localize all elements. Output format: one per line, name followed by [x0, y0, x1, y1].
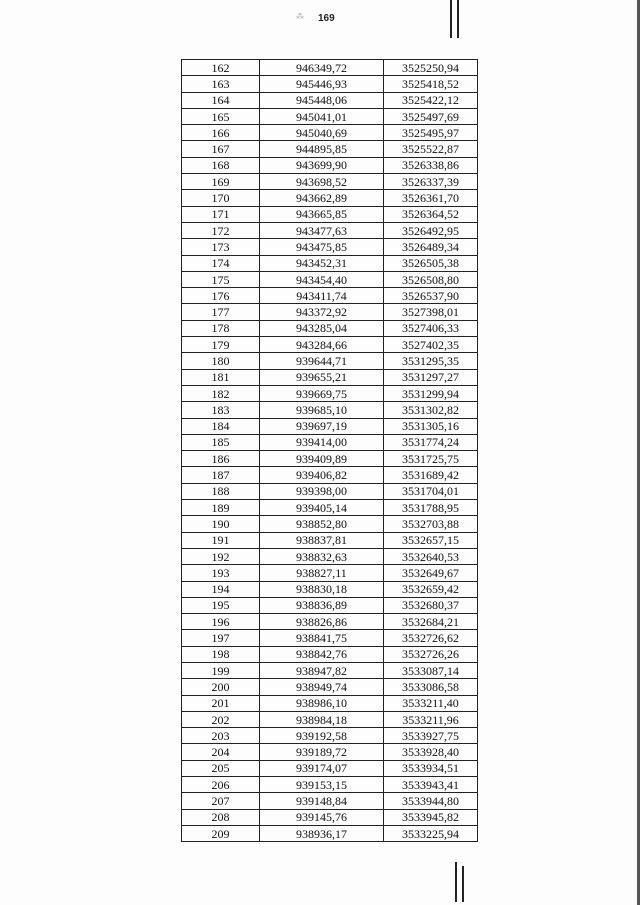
y-coordinate-cell: 3526492,95	[384, 222, 478, 238]
y-coordinate-cell: 3532726,62	[384, 630, 478, 646]
point-number-cell: 163	[182, 76, 260, 92]
table-row	[182, 369, 478, 385]
table-row	[182, 60, 478, 76]
x-coordinate-cell: 943454,40	[260, 271, 384, 287]
point-number-cell: 183	[182, 402, 260, 418]
x-coordinate-cell: 938947,82	[260, 662, 384, 678]
y-coordinate-cell: 3532657,15	[384, 532, 478, 548]
y-coordinate-cell: 3532659,42	[384, 581, 478, 597]
x-coordinate-cell: 945448,06	[260, 92, 384, 108]
y-coordinate-cell: 3532680,37	[384, 597, 478, 613]
point-number-cell: 174	[182, 255, 260, 271]
point-number-cell: 165	[182, 108, 260, 124]
table-row	[182, 402, 478, 418]
y-coordinate-cell: 3531305,16	[384, 418, 478, 434]
y-coordinate-cell: 3531295,35	[384, 353, 478, 369]
y-coordinate-cell: 3531704,01	[384, 483, 478, 499]
table-row	[182, 532, 478, 548]
point-number-cell: 168	[182, 157, 260, 173]
x-coordinate-cell: 939405,14	[260, 500, 384, 516]
table-row	[182, 288, 478, 304]
point-number-cell: 193	[182, 565, 260, 581]
y-coordinate-cell: 3533934,51	[384, 760, 478, 776]
x-coordinate-cell: 943662,89	[260, 190, 384, 206]
table-row	[182, 581, 478, 597]
table-row	[182, 190, 478, 206]
scan-mark: ⁂	[296, 12, 304, 21]
coordinates-table	[181, 59, 478, 842]
y-coordinate-cell: 3525522,87	[384, 141, 478, 157]
table-row	[182, 353, 478, 369]
point-number-cell: 177	[182, 304, 260, 320]
point-number-cell: 186	[182, 451, 260, 467]
point-number-cell: 191	[182, 532, 260, 548]
binding-mark-top-left	[450, 0, 452, 38]
point-number-cell: 197	[182, 630, 260, 646]
table-row	[182, 548, 478, 564]
table-row	[182, 777, 478, 793]
y-coordinate-cell: 3526361,70	[384, 190, 478, 206]
x-coordinate-cell: 939192,58	[260, 728, 384, 744]
point-number-cell: 206	[182, 777, 260, 793]
table-row	[182, 108, 478, 124]
point-number-cell: 198	[182, 646, 260, 662]
table-row	[182, 239, 478, 255]
x-coordinate-cell: 938842,76	[260, 646, 384, 662]
x-coordinate-cell: 943475,85	[260, 239, 384, 255]
table-row	[182, 141, 478, 157]
y-coordinate-cell: 3533944,80	[384, 793, 478, 809]
table-row	[182, 597, 478, 613]
point-number-cell: 171	[182, 206, 260, 222]
point-number-cell: 207	[182, 793, 260, 809]
x-coordinate-cell: 938827,11	[260, 565, 384, 581]
point-number-cell: 203	[182, 728, 260, 744]
y-coordinate-cell: 3527398,01	[384, 304, 478, 320]
y-coordinate-cell: 3533927,75	[384, 728, 478, 744]
point-number-cell: 209	[182, 825, 260, 841]
x-coordinate-cell: 938949,74	[260, 679, 384, 695]
y-coordinate-cell: 3531788,95	[384, 500, 478, 516]
table-row	[182, 92, 478, 108]
point-number-cell: 200	[182, 679, 260, 695]
table-row	[182, 337, 478, 353]
y-coordinate-cell: 3531725,75	[384, 451, 478, 467]
table-row	[182, 516, 478, 532]
x-coordinate-cell: 943477,63	[260, 222, 384, 238]
page-number: 169	[318, 13, 335, 24]
point-number-cell: 189	[182, 500, 260, 516]
y-coordinate-cell: 3531689,42	[384, 467, 478, 483]
point-number-cell: 201	[182, 695, 260, 711]
point-number-cell: 194	[182, 581, 260, 597]
point-number-cell: 192	[182, 548, 260, 564]
y-coordinate-cell: 3531299,94	[384, 385, 478, 401]
table-row	[182, 418, 478, 434]
x-coordinate-cell: 939189,72	[260, 744, 384, 760]
point-number-cell: 202	[182, 711, 260, 727]
y-coordinate-cell: 3532640,53	[384, 548, 478, 564]
point-number-cell: 181	[182, 369, 260, 385]
x-coordinate-cell: 943372,92	[260, 304, 384, 320]
x-coordinate-cell: 943452,31	[260, 255, 384, 271]
table-row	[182, 76, 478, 92]
table-row	[182, 793, 478, 809]
x-coordinate-cell: 939398,00	[260, 483, 384, 499]
table-row	[182, 695, 478, 711]
table-row	[182, 174, 478, 190]
x-coordinate-cell: 939174,07	[260, 760, 384, 776]
y-coordinate-cell: 3527402,35	[384, 337, 478, 353]
table-row	[182, 304, 478, 320]
point-number-cell: 195	[182, 597, 260, 613]
y-coordinate-cell: 3525497,69	[384, 108, 478, 124]
y-coordinate-cell: 3526338,86	[384, 157, 478, 173]
x-coordinate-cell: 943699,90	[260, 157, 384, 173]
table-row	[182, 483, 478, 499]
binding-mark-top-right	[457, 0, 459, 38]
table-row	[182, 157, 478, 173]
y-coordinate-cell: 3532684,21	[384, 614, 478, 630]
x-coordinate-cell: 946349,72	[260, 60, 384, 76]
table-row	[182, 255, 478, 271]
x-coordinate-cell: 939406,82	[260, 467, 384, 483]
x-coordinate-cell: 944895,85	[260, 141, 384, 157]
table-row	[182, 222, 478, 238]
point-number-cell: 170	[182, 190, 260, 206]
y-coordinate-cell: 3526337,39	[384, 174, 478, 190]
x-coordinate-cell: 939669,75	[260, 385, 384, 401]
x-coordinate-cell: 939655,21	[260, 369, 384, 385]
table-row	[182, 565, 478, 581]
point-number-cell: 184	[182, 418, 260, 434]
x-coordinate-cell: 939145,76	[260, 809, 384, 825]
table-row	[182, 711, 478, 727]
point-number-cell: 166	[182, 125, 260, 141]
table-row	[182, 320, 478, 336]
point-number-cell: 179	[182, 337, 260, 353]
table-row	[182, 467, 478, 483]
x-coordinate-cell: 938830,18	[260, 581, 384, 597]
table-row	[182, 679, 478, 695]
point-number-cell: 190	[182, 516, 260, 532]
table-row	[182, 630, 478, 646]
x-coordinate-cell: 938837,81	[260, 532, 384, 548]
y-coordinate-cell: 3526364,52	[384, 206, 478, 222]
table-row	[182, 125, 478, 141]
y-coordinate-cell: 3525495,97	[384, 125, 478, 141]
point-number-cell: 172	[182, 222, 260, 238]
x-coordinate-cell: 939414,00	[260, 434, 384, 450]
x-coordinate-cell: 938936,17	[260, 825, 384, 841]
table-row	[182, 809, 478, 825]
y-coordinate-cell: 3525418,52	[384, 76, 478, 92]
x-coordinate-cell: 938986,10	[260, 695, 384, 711]
point-number-cell: 162	[182, 60, 260, 76]
x-coordinate-cell: 943698,52	[260, 174, 384, 190]
table-row	[182, 206, 478, 222]
x-coordinate-cell: 939685,10	[260, 402, 384, 418]
y-coordinate-cell: 3533211,40	[384, 695, 478, 711]
x-coordinate-cell: 939148,84	[260, 793, 384, 809]
x-coordinate-cell: 945041,01	[260, 108, 384, 124]
x-coordinate-cell: 943411,74	[260, 288, 384, 304]
y-coordinate-cell: 3533211,96	[384, 711, 478, 727]
table-row	[182, 271, 478, 287]
x-coordinate-cell: 943665,85	[260, 206, 384, 222]
point-number-cell: 185	[182, 434, 260, 450]
point-number-cell: 164	[182, 92, 260, 108]
point-number-cell: 176	[182, 288, 260, 304]
point-number-cell: 204	[182, 744, 260, 760]
point-number-cell: 196	[182, 614, 260, 630]
table-row	[182, 728, 478, 744]
x-coordinate-cell: 945040,69	[260, 125, 384, 141]
y-coordinate-cell: 3533945,82	[384, 809, 478, 825]
point-number-cell: 188	[182, 483, 260, 499]
table-row	[182, 662, 478, 678]
coordinates-table-body	[182, 60, 478, 842]
y-coordinate-cell: 3525422,12	[384, 92, 478, 108]
x-coordinate-cell: 938826,86	[260, 614, 384, 630]
x-coordinate-cell: 938832,63	[260, 548, 384, 564]
x-coordinate-cell: 943285,04	[260, 320, 384, 336]
x-coordinate-cell: 939153,15	[260, 777, 384, 793]
y-coordinate-cell: 3531774,24	[384, 434, 478, 450]
point-number-cell: 178	[182, 320, 260, 336]
table-row	[182, 500, 478, 516]
x-coordinate-cell: 943284,66	[260, 337, 384, 353]
y-coordinate-cell: 3531297,27	[384, 369, 478, 385]
y-coordinate-cell: 3532703,88	[384, 516, 478, 532]
table-row	[182, 760, 478, 776]
table-row	[182, 744, 478, 760]
x-coordinate-cell: 939644,71	[260, 353, 384, 369]
x-coordinate-cell: 938836,89	[260, 597, 384, 613]
x-coordinate-cell: 938852,80	[260, 516, 384, 532]
x-coordinate-cell: 939697,19	[260, 418, 384, 434]
point-number-cell: 167	[182, 141, 260, 157]
y-coordinate-cell: 3531302,82	[384, 402, 478, 418]
table-row	[182, 825, 478, 841]
binding-mark-bottom-right	[462, 866, 464, 902]
table-row	[182, 385, 478, 401]
y-coordinate-cell: 3533225,94	[384, 825, 478, 841]
table-row	[182, 434, 478, 450]
point-number-cell: 175	[182, 271, 260, 287]
y-coordinate-cell: 3533087,14	[384, 662, 478, 678]
point-number-cell: 187	[182, 467, 260, 483]
y-coordinate-cell: 3526508,80	[384, 271, 478, 287]
table-row	[182, 614, 478, 630]
y-coordinate-cell: 3532726,26	[384, 646, 478, 662]
binding-mark-bottom-left	[455, 862, 457, 902]
y-coordinate-cell: 3533086,58	[384, 679, 478, 695]
x-coordinate-cell: 945446,93	[260, 76, 384, 92]
table-row	[182, 646, 478, 662]
y-coordinate-cell: 3526537,90	[384, 288, 478, 304]
point-number-cell: 169	[182, 174, 260, 190]
x-coordinate-cell: 938841,75	[260, 630, 384, 646]
x-coordinate-cell: 938984,18	[260, 711, 384, 727]
table-row	[182, 451, 478, 467]
y-coordinate-cell: 3527406,33	[384, 320, 478, 336]
point-number-cell: 182	[182, 385, 260, 401]
y-coordinate-cell: 3526489,34	[384, 239, 478, 255]
point-number-cell: 208	[182, 809, 260, 825]
y-coordinate-cell: 3526505,38	[384, 255, 478, 271]
y-coordinate-cell: 3533943,41	[384, 777, 478, 793]
point-number-cell: 173	[182, 239, 260, 255]
y-coordinate-cell: 3525250,94	[384, 60, 478, 76]
point-number-cell: 199	[182, 662, 260, 678]
y-coordinate-cell: 3532649,67	[384, 565, 478, 581]
x-coordinate-cell: 939409,89	[260, 451, 384, 467]
point-number-cell: 180	[182, 353, 260, 369]
point-number-cell: 205	[182, 760, 260, 776]
y-coordinate-cell: 3533928,40	[384, 744, 478, 760]
